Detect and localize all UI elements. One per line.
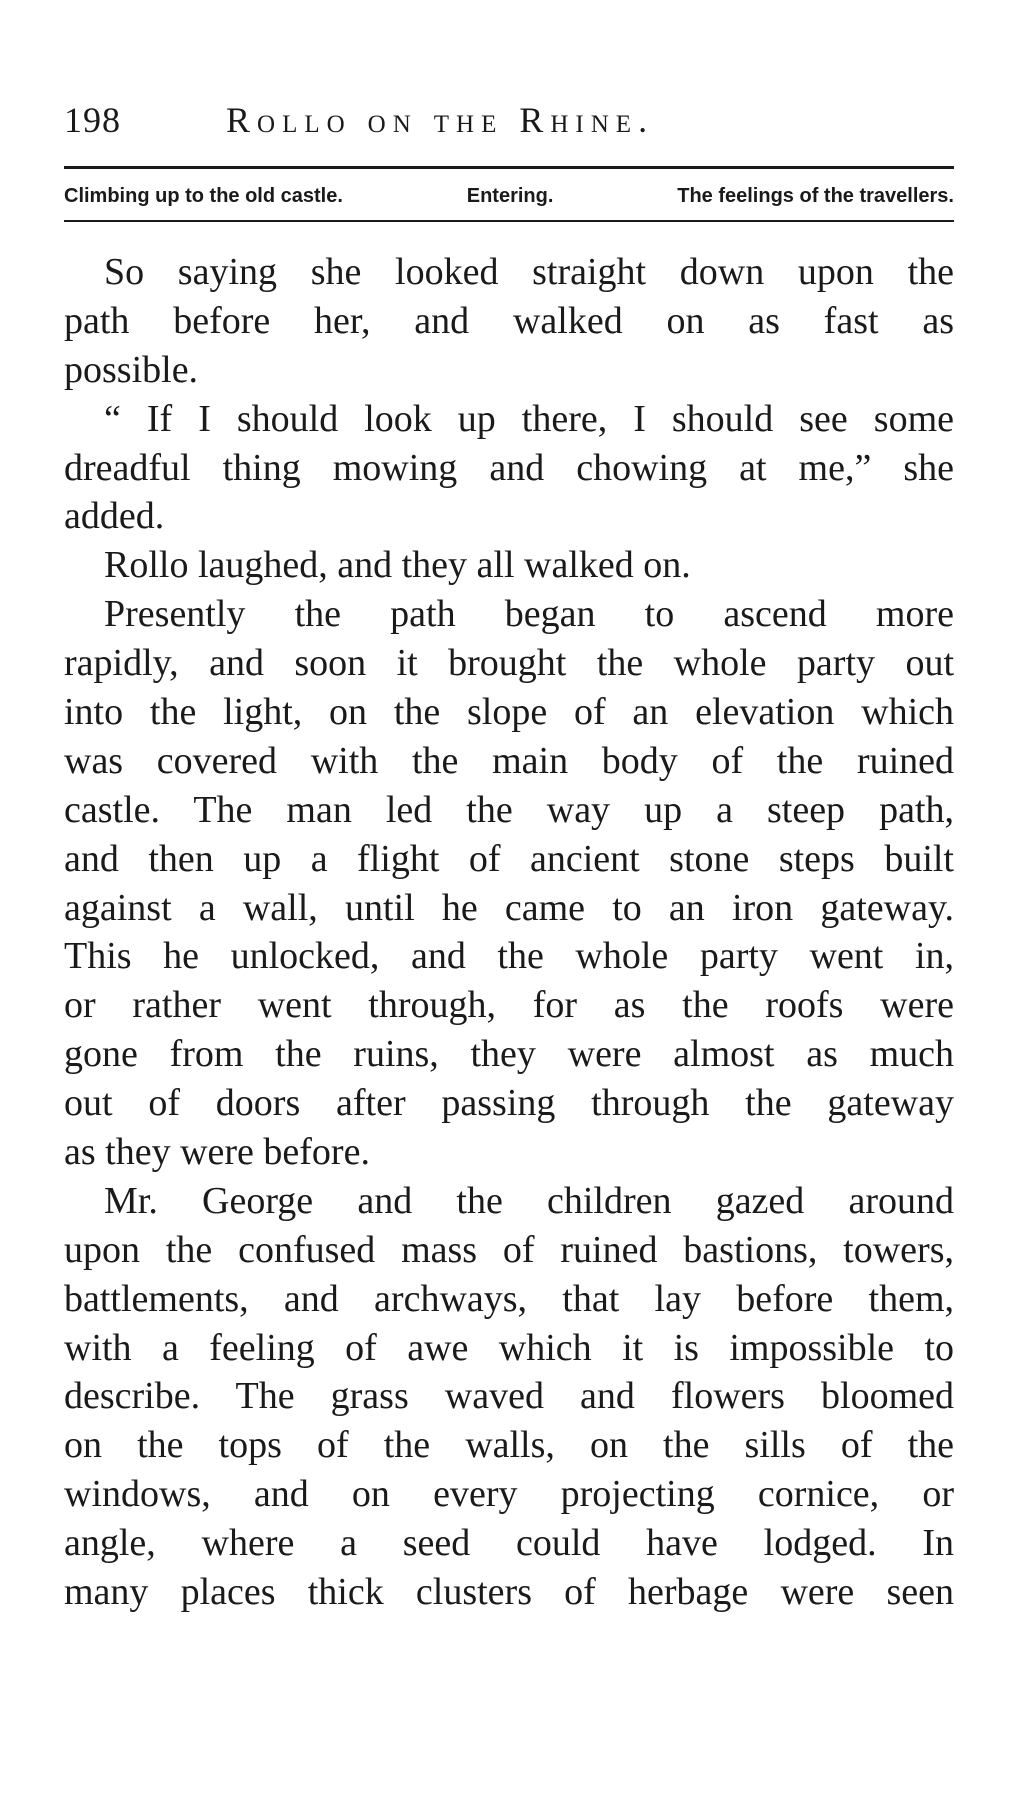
running-title: Rollo on the Rhine. [226,100,655,140]
text-line: gone from the ruins, they were almost as much [64,1033,954,1076]
text-line: upon the confused mass of ruined bastions, towers, [64,1228,954,1271]
text-line: as they were before. [64,1131,370,1174]
text-line: dreadful thing mowing and chowing at me,” she [64,446,954,489]
text-line: out of doors after passing through the gateway [64,1082,954,1125]
text-line: Mr. George and the children gazed around [104,1179,954,1222]
text-line: path before her, and walked on as fast as [64,299,954,342]
summary-item: The feelings of the travellers. [677,185,954,207]
text-line: against a wall, until he came to an iron gateway. [64,886,954,929]
chapter-summary [64,176,954,216]
header-rule-bottom [64,220,954,222]
page-header [64,98,954,148]
text-line: So saying she looked straight down upon the [104,251,954,293]
text-line: possible. [64,348,199,391]
text-line: into the light, on the slope of an elevation which [64,691,954,734]
text-line: This he unlocked, and the whole party went in, [64,935,954,978]
text-line: castle. The man led the way up a steep path, [64,788,954,831]
body-text [64,248,954,1617]
text-line: Rollo laughed, and they all walked on. [104,544,691,587]
header-rule-top [64,166,954,169]
text-line: added. [64,495,165,538]
text-line: Presently the path began to ascend more [104,593,954,636]
text-line: angle, where a seed could have lodged. In [64,1522,954,1565]
text-line: rapidly, and soon it brought the whole party out [64,642,954,685]
text-line: battlements, and archways, that lay before them, [64,1277,954,1320]
text-line: and then up a flight of ancient stone steps built [64,837,954,880]
text-line: “ If I should look up there, I should see some [104,397,954,440]
summary-item: Entering. [466,185,554,207]
text-line: with a feeling of awe which it is impossible to [64,1326,954,1369]
text-line: many places thick clusters of herbage were seen [64,1571,954,1614]
page-number: 198 [64,100,121,140]
text-line: describe. The grass waved and flowers bloomed [64,1375,954,1418]
summary-item: Climbing up to the old castle. [64,185,343,207]
text-line: windows, and on every projecting cornice, or [64,1473,954,1516]
text-line: on the tops of the walls, on the sills of the [64,1424,954,1467]
text-line: was covered with the main body of the ruined [64,739,954,782]
text-line: or rather went through, for as the roofs were [64,984,954,1027]
